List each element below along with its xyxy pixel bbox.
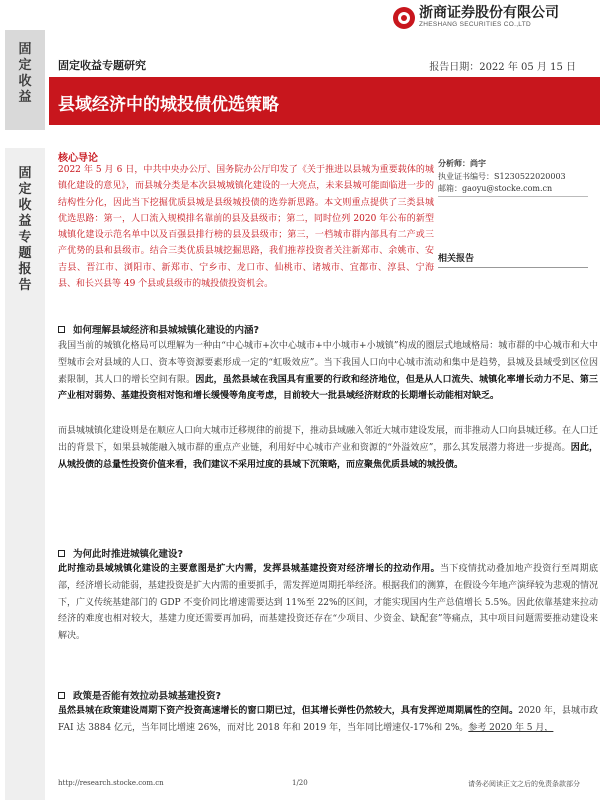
related-reports-heading: 相关报告 [438,251,588,268]
analyst-name-label: 分析师： [438,158,470,168]
square-bullet-icon [58,550,65,557]
section-1-p1-bold: 因此，虽然县域在我国具有重要的行政和经济地位，但是从人口流失、城镇化率增长动力不足、第三产业相对弱势、基建投资相对饱和增长缓慢等角度考虑，目前较大一批县域经济财政的长期增长动能相对缺乏。 [58,374,598,402]
analyst-email-row [438,183,588,196]
company-name-en: ZHESHANG SECURITIES CO.,LTD [419,21,531,28]
footer-page-number: 1/20 [292,779,308,787]
section-3-p1-normal: 2020 年，县城市政 FAI 达 3884 亿元，当年同比增速 26%，而对比 2018 年和 2019 年，当年同比增速仅-17%和 2%。 [58,706,598,733]
page-title: 县域经济中的城投债优选策略 [58,95,279,115]
side-report-label: 固定收益专题报告 [18,166,32,293]
footer-disclaimer: 请务必阅读正文之后的免责条款部分 [468,780,580,788]
section-3-paragraph-1 [58,703,598,737]
section-1-paragraph-1 [58,338,598,405]
report-type: 固定收益专题研究 [58,59,146,72]
section-2-paragraph-1 [58,561,598,645]
analyst-cert: S1230522020003 [494,171,566,181]
square-bullet-icon [58,692,65,699]
company-name-cn: 浙商证券股份有限公司 [419,5,559,21]
panel-divider [438,196,588,197]
section-heading-3-text: 政策是否能有效拉动县城基建投资? [73,691,222,702]
section-heading-3 [58,688,221,702]
section-2-p1-normal: 当下疫情扰动叠加地产投资行至周期底部，经济增长动能弱，基建投资是扩大内需的重要抓手，需发挥逆周期托举经济。根据我们的测算，在假设今年地产演绎较为悲观的情况下，广义传统基建部门的 GDP 不变价同比增速需要达到 11%至 22%的区间，才能实现国内生产总值增长 5.5%。因此依靠基建来拉动经济的难度也相对较大，基建力度还需要再加码，而基建投资还存在“少项目、少资金、缺配套”等痛点，其中项目问题需要推动建设来解决。 [58,564,599,642]
section-3-p1-underlined: 参考 2020 年 5 月， [468,722,554,733]
section-1-p1-normal: 我国当前的城镇化格局可以理解为一种由“中心城市+次中心城市+中小城市+小城镇”构成的圈层式地域格局：城市群的中心城市和大中型城市会对县域的人口、资本等资源要素形成一定的“虹吸效应”。当下我国人口向中心城市流动和集中是趋势，县城及县域受到区位因素限制，其人口的增长空间有限。 [58,341,598,385]
section-2-p1-bold: 此时推动县域城镇化建设的主要意图是扩大内需，发挥县城基建投资对经济增长的拉动作用。 [58,564,440,574]
section-1-p2-normal: 而县城城镇化建设则是在顺应人口向大城市迁移规律的前提下，推动县域融入邻近大城市建设发展，而非推动人口向县城迁移。在人口迁出的背景下，如果县城能融入城市群的重点产业链，利用好中心城市产业和资源的“外溢效应”，那么其发展潜力将进一步提高。 [58,426,599,453]
section-heading-2 [58,546,183,560]
side-category-label: 固定收益 [18,42,32,105]
footer-url[interactable]: http://research.stocke.com.cn [58,779,164,787]
core-guide-body: 2022 年 5 月 6 日，中共中央办公厅、国务院办公厅印发了《关于推进以县城为重要载体的城镇化建设的意见》，而县城分类是本次县城城镇化建设的一大亮点，未来县城可能面临进一步的结构性分化，因此当下挖掘优质县城是县级城投债的选券新思路。本文则重点提供了三类县城优选思路：第一，人口流入规模排名靠前的县及县级市；第二，同时位列 2020 年公布的新型城镇化建设示范名单中以及百强县排行榜的县及县级市；第三，一档城市群内部具有二产或三产优势的县和县级市。结合三类优质县城挖掘思路，我们推荐投资者关注新郑市、余姚市、安吉县、晋江市、浏阳市、新郑市、宁乡市、龙口市、仙桃市、诸城市、宜都市、淳县、宁海县、和长兴县等 49 个县或县级市的城投债投资机会。 [58,165,434,290]
analyst-name-row [438,157,588,171]
company-logo [393,6,559,29]
report-date: 报告日期：2022 年 05 月 15 日 [429,62,576,73]
section-heading-1 [58,322,259,336]
section-1-p2-bold: 因此，从城投债的总量性投资价值来看，我们建议不采用过度的县域下沉策略，而应聚焦优质县域的城投债。 [58,442,598,470]
analyst-cert-row [438,171,588,184]
analyst-cert-label: 执业证书编号： [438,171,494,181]
section-heading-1-text: 如何理解县域经济和县城城镇化建设的内涵? [73,325,260,336]
side-category-band [5,30,45,130]
logo-icon [393,7,415,29]
section-heading-2-text: 为何此时推进城镇化建设? [73,549,184,560]
side-report-band [5,148,45,800]
analyst-name: 尚宇 [470,158,486,168]
analyst-email-label: 邮箱： [438,184,462,193]
square-bullet-icon [58,326,65,333]
analyst-email[interactable]: gaoyu@stocke.com.cn [462,184,553,193]
core-guide-heading: 核心导论 [58,153,98,164]
section-1-paragraph-2 [58,423,598,473]
analyst-info [438,157,588,196]
section-3-p1-bold: 虽然县城在政策建设周期下资产投资高速增长的窗口期已过，但其增长弹性仍然较大，具有发挥逆周期属性的空间。 [58,706,519,716]
